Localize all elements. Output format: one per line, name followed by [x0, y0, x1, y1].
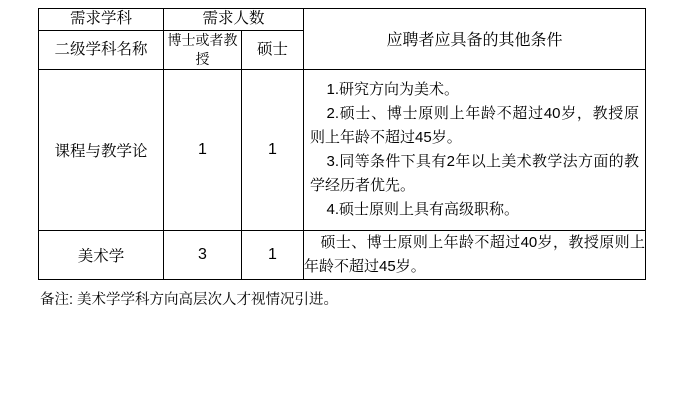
- row-doctor-or-professor-count: 1: [164, 69, 242, 230]
- condition-line: 2.硕士、博士原则上年龄不超过40岁，教授原则上年龄不超过45岁。: [310, 104, 640, 146]
- table-note: 备注: 美术学学科方向高层次人才视情况引进。: [40, 291, 339, 308]
- row-subject: 美术学: [39, 230, 164, 279]
- subheader-second-level-subject: 二级学科名称: [39, 30, 164, 69]
- header-subject: 需求学科: [39, 9, 164, 31]
- requirements-table: [38, 8, 646, 280]
- condition-line: 硕士、博士原则上年龄不超过40岁，教授原则上年龄不超过45岁。: [304, 233, 646, 275]
- table-row: [39, 230, 646, 279]
- condition-line: 4.硕士原则上具有高级职称。: [326, 200, 520, 218]
- row-master-count: 1: [242, 69, 304, 230]
- row-subject: 课程与教学论: [39, 69, 164, 230]
- row-conditions: [304, 230, 646, 279]
- row-doctor-or-professor-count: 3: [164, 230, 242, 279]
- table-row: [39, 69, 646, 230]
- header-count: 需求人数: [164, 9, 304, 31]
- row-master-count: 1: [242, 230, 304, 279]
- condition-line: 3.同等条件下具有2年以上美术教学法方面的教学经历者优先。: [310, 152, 640, 194]
- header-other-conditions: 应聘者应具备的其他条件: [304, 9, 646, 70]
- subheader-master: 硕士: [242, 30, 304, 69]
- row-conditions: [304, 69, 646, 230]
- condition-line: 1.研究方向为美术。: [326, 80, 460, 98]
- table-header-row: [39, 9, 646, 31]
- subheader-doctor-or-professor: 博士或者教授: [164, 30, 242, 69]
